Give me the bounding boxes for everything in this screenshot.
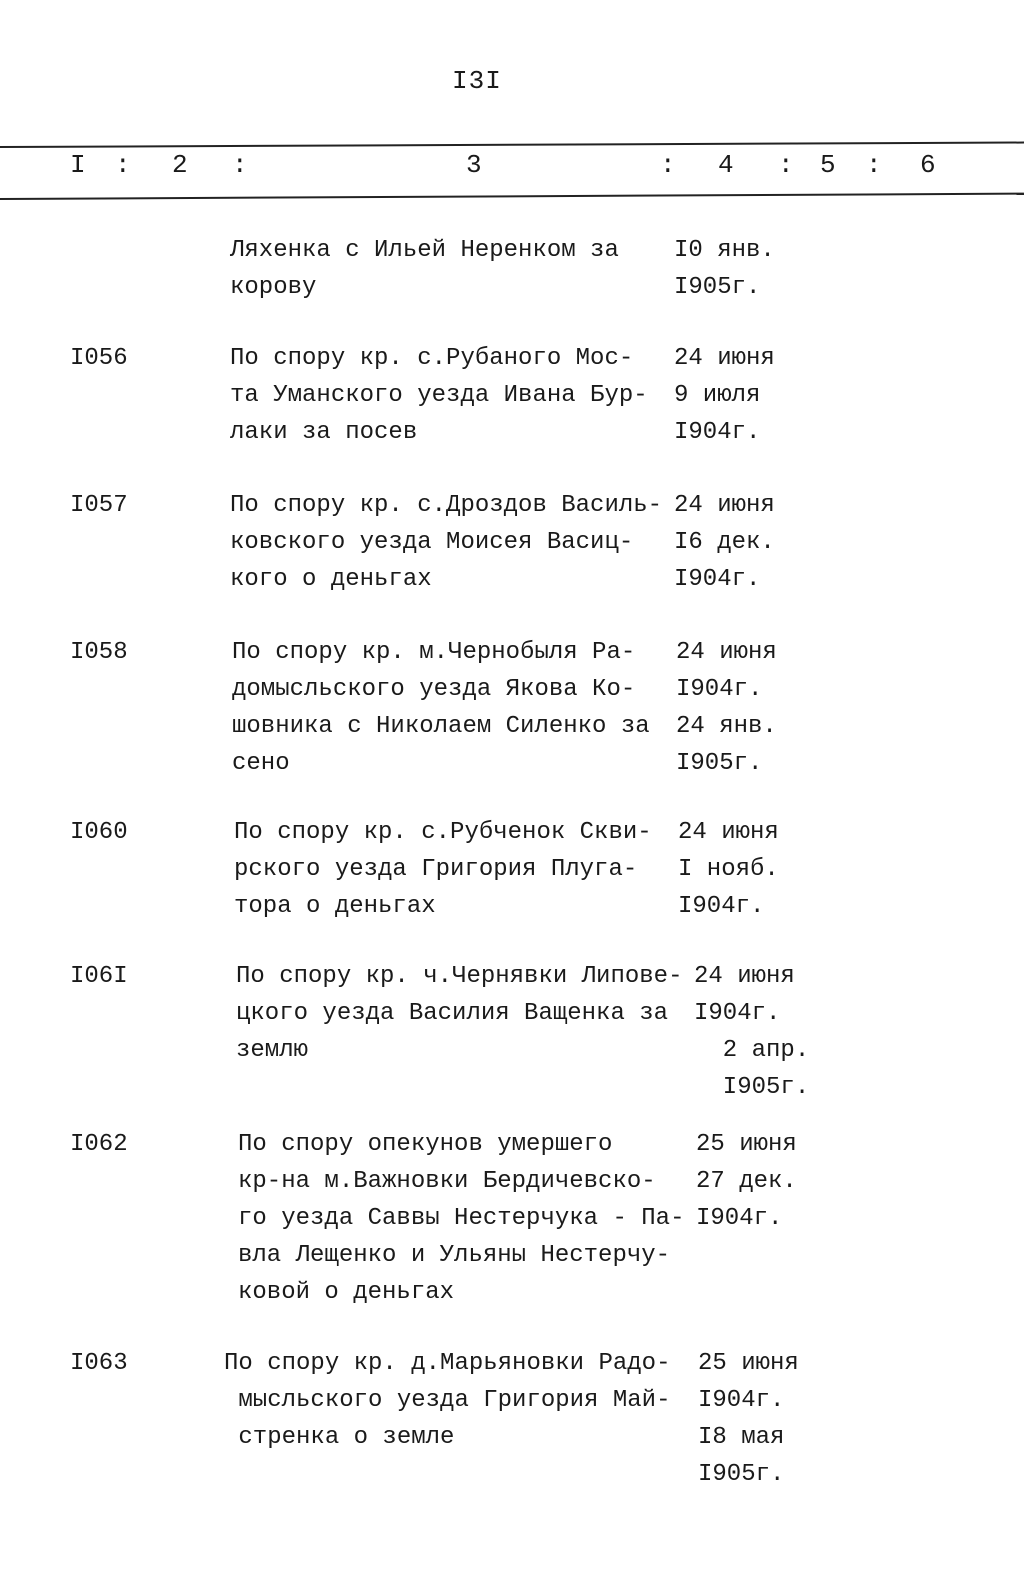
column-separator: : bbox=[232, 150, 248, 180]
description-line: тора о деньгах bbox=[234, 893, 436, 920]
case-description bbox=[238, 1126, 684, 1311]
date-line: I904г. bbox=[698, 1387, 785, 1414]
description-line: та Уманского уезда Ивана Бур- bbox=[230, 382, 648, 409]
date-line: I904г. bbox=[676, 676, 763, 703]
date-line: 24 июня bbox=[674, 345, 775, 372]
case-dates bbox=[676, 634, 777, 782]
case-dates bbox=[698, 1345, 799, 1493]
date-line: I6 дек. bbox=[674, 529, 775, 556]
case-description bbox=[234, 814, 652, 925]
case-description bbox=[232, 634, 650, 782]
date-line: 24 июня bbox=[674, 492, 775, 519]
description-line: корову bbox=[230, 274, 317, 301]
description-line: По спору кр. ч.Чернявки Липове- bbox=[236, 963, 683, 990]
table-header-rule bbox=[0, 193, 1024, 200]
date-line: 24 янв. bbox=[676, 713, 777, 740]
description-line: ковского уезда Моисея Васиц- bbox=[230, 529, 634, 556]
case-number: I056 bbox=[70, 345, 128, 372]
case-number: I062 bbox=[70, 1131, 128, 1158]
case-description bbox=[230, 487, 662, 598]
date-line: I8 мая bbox=[698, 1424, 785, 1451]
case-dates bbox=[694, 958, 809, 1106]
date-line: 24 июня bbox=[678, 819, 779, 846]
column-separator: : bbox=[778, 150, 794, 180]
description-line: го уезда Саввы Нестерчука - Па- bbox=[238, 1205, 685, 1232]
description-line: По спору кр. с.Рубченок Скви- bbox=[234, 819, 652, 846]
date-line: I905г. bbox=[698, 1461, 785, 1488]
date-line: I0 янв. bbox=[674, 237, 775, 264]
date-line: I904г. bbox=[674, 419, 761, 446]
date-line: 24 июня bbox=[676, 639, 777, 666]
description-line: По спору кр. д.Марьяновки Радо- bbox=[224, 1350, 671, 1377]
date-line: I904г. bbox=[694, 1000, 781, 1027]
description-line: землю bbox=[236, 1037, 309, 1064]
description-line: По спору кр. с.Рубаного Мос- bbox=[230, 345, 634, 372]
column-separator: : bbox=[115, 150, 131, 180]
description-line: По спору кр. с.Дроздов Василь- bbox=[230, 492, 663, 519]
column-header: 5 bbox=[820, 150, 836, 180]
description-line: По спору кр. м.Чернобыля Ра- bbox=[232, 639, 636, 666]
date-line: 24 июня bbox=[694, 963, 795, 990]
case-number: I063 bbox=[70, 1350, 128, 1377]
description-line: ковой о деньгах bbox=[238, 1279, 455, 1306]
date-line: I нояб. bbox=[678, 856, 779, 883]
column-header: 6 bbox=[920, 150, 936, 180]
description-line: сено bbox=[232, 750, 290, 777]
description-line: Ляхенка с Ильей Неренком за bbox=[230, 237, 619, 264]
case-dates bbox=[674, 340, 775, 451]
column-separator: : bbox=[866, 150, 882, 180]
description-line: вла Лещенко и Ульяны Нестерчу- bbox=[238, 1242, 671, 1269]
date-line: I905г. bbox=[694, 1074, 810, 1101]
description-line: лаки за посев bbox=[230, 419, 418, 446]
column-separator: : bbox=[660, 150, 676, 180]
case-number: I058 bbox=[70, 639, 128, 666]
case-number: I060 bbox=[70, 819, 128, 846]
description-line: домысльского уезда Якова Ко- bbox=[232, 676, 636, 703]
date-line: 9 июля bbox=[674, 382, 761, 409]
description-line: цкого уезда Василия Ващенка за bbox=[236, 1000, 669, 1027]
date-line: I905г. bbox=[676, 750, 763, 777]
case-number: I057 bbox=[70, 492, 128, 519]
case-dates bbox=[696, 1126, 797, 1237]
case-description bbox=[230, 232, 619, 306]
table-top-rule bbox=[0, 142, 1024, 148]
case-dates bbox=[674, 487, 775, 598]
description-line: мысльского уезда Григория Май- bbox=[224, 1387, 671, 1414]
column-header: 2 bbox=[172, 150, 188, 180]
case-description bbox=[230, 340, 648, 451]
date-line: 2 апр. bbox=[694, 1037, 810, 1064]
date-line: 25 июня bbox=[698, 1350, 799, 1377]
column-header: 4 bbox=[718, 150, 734, 180]
description-line: шовника с Николаем Силенко за bbox=[232, 713, 650, 740]
column-header: 3 bbox=[466, 150, 482, 180]
description-line: кого о деньгах bbox=[230, 566, 432, 593]
case-dates bbox=[678, 814, 779, 925]
case-dates bbox=[674, 232, 775, 306]
description-line: кр-на м.Важновки Бердичевско- bbox=[238, 1168, 656, 1195]
date-line: I904г. bbox=[696, 1205, 783, 1232]
date-line: I905г. bbox=[674, 274, 761, 301]
description-line: стренка о земле bbox=[224, 1424, 455, 1451]
date-line: I904г. bbox=[678, 893, 765, 920]
description-line: рского уезда Григория Плуга- bbox=[234, 856, 638, 883]
case-description bbox=[224, 1345, 670, 1456]
case-description bbox=[236, 958, 682, 1069]
date-line: I904г. bbox=[674, 566, 761, 593]
date-line: 27 дек. bbox=[696, 1168, 797, 1195]
date-line: 25 июня bbox=[696, 1131, 797, 1158]
case-number: I06I bbox=[70, 963, 128, 990]
description-line: По спору опекунов умершего bbox=[238, 1131, 613, 1158]
page-number: I3I bbox=[452, 66, 502, 96]
column-header: I bbox=[70, 150, 86, 180]
